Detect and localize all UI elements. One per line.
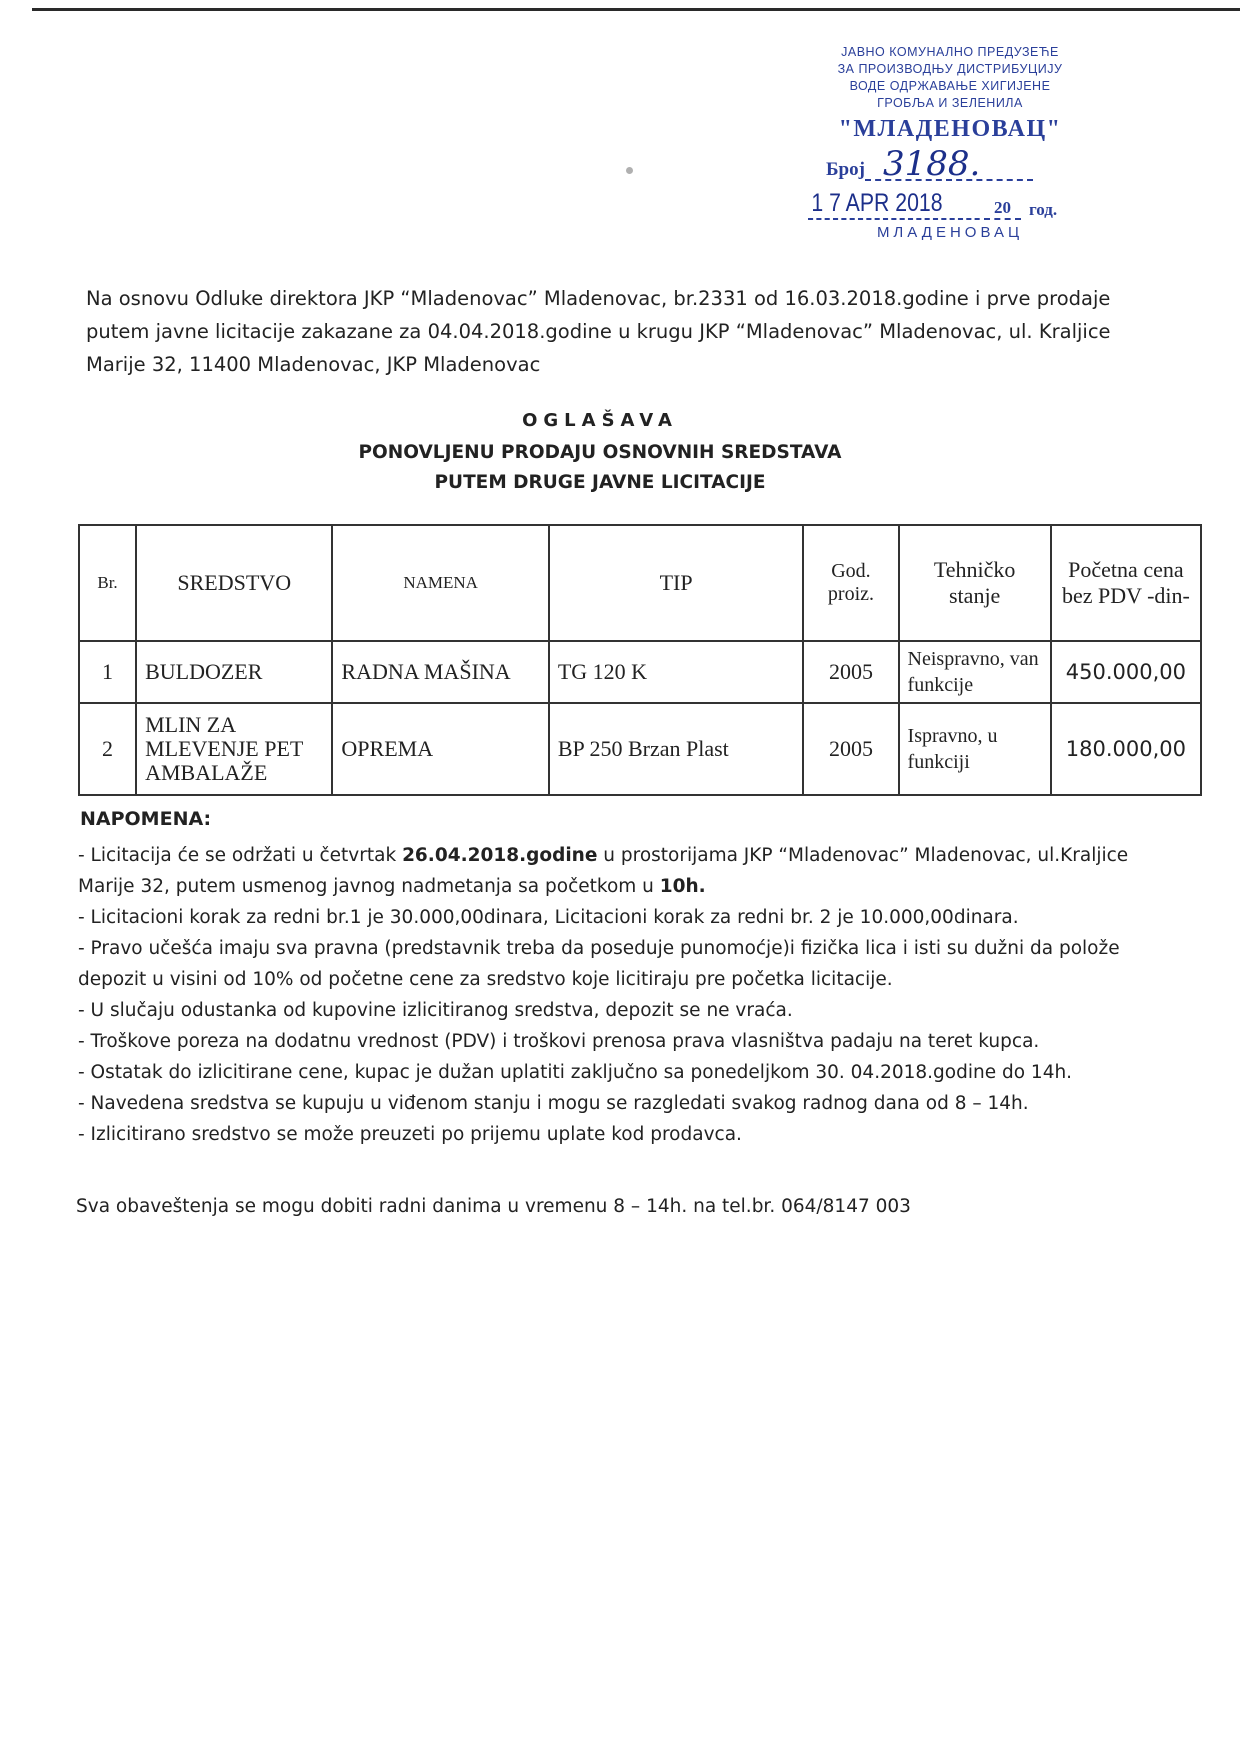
stamp-date-row	[800, 189, 1100, 220]
heading-subtitle-1: PONOVLJENU PRODAJU OSNOVNIH SREDSTAVA	[358, 442, 842, 463]
heading-subtitle-2: PUTEM DRUGE JAVNE LICITACIJE	[434, 472, 766, 493]
napomena-heading: NAPOMENA:	[80, 808, 212, 830]
header-tehnicko: Tehničko stanje	[899, 525, 1051, 641]
intro-paragraph: Na osnovu Odluke direktora JKP “Mladenovac” Mladenovac, br.2331 od 16.03.2018.godine i prve prodaje putem javne licitacije zakazane za 04.04.2018.godine u krugu JKP “Mladenovac” Mladenovac, ul. Kraljice Marije 32, 11400 Mladenovac, JKP Mladenovac	[86, 287, 1111, 376]
table-header-row	[79, 525, 1201, 641]
stamp-line-4: ГРОБЉА И ЗЕЛЕНИЛА	[877, 96, 1023, 110]
cell-br: 1	[79, 641, 136, 703]
table-row	[79, 703, 1201, 795]
stamp-number-label: Број	[826, 159, 865, 180]
table-row	[79, 641, 1201, 703]
note-item: - Navedena sredstva se kupuju u viđenom stanju i mogu se razgledati svakog radnog dana od 8 – 14h.	[78, 1093, 1029, 1114]
note-1-time: 10h.	[659, 876, 706, 897]
cell-tehnicko: Neispravno, van funkcije	[899, 641, 1051, 703]
header-god: God. proiz.	[803, 525, 898, 641]
assets-table	[78, 524, 1202, 796]
stamp-date-value: 1 7 APR 2018	[808, 189, 980, 220]
stamp-line-2: ЗА ПРОИЗВОДЊУ ДИСТРИБУЦИЈУ	[837, 62, 1063, 76]
header-namena: NAMENA	[332, 525, 548, 641]
note-1-text-a: - Licitacija će se održati u četvrtak	[78, 845, 403, 866]
note-1-text-b: u prostorijama JKP “Mladenovac” Mladenovac, ul.Kraljice Marije 32, putem usmenog javnog nadmetanja sa početkom u	[78, 845, 1129, 897]
stamp-line-3: ВОДЕ ОДРЖАВАЊЕ ХИГИЈЕНЕ	[849, 79, 1051, 93]
header-tip: TIP	[549, 525, 804, 641]
cell-sredstvo: MLIN ZA MLEVENJE PET AMBALAŽE	[136, 703, 332, 795]
stamp-number-row	[800, 144, 1100, 184]
stamp-year-label: год.	[1029, 200, 1058, 219]
cell-god: 2005	[803, 703, 898, 795]
note-item	[78, 840, 1158, 902]
cell-tip: BP 250 Brzan Plast	[549, 703, 804, 795]
heading-oglasava: OGLAŠAVA	[522, 410, 678, 431]
cell-br: 2	[79, 703, 136, 795]
cell-namena: OPREMA	[332, 703, 548, 795]
cell-tip: TG 120 K	[549, 641, 804, 703]
note-item: - Izlicitirano sredstvo se može preuzeti po prijemu uplate kod prodavca.	[78, 1124, 742, 1145]
note-1-date: 26.04.2018.godine	[402, 845, 598, 866]
note-item: - Pravo učešća imaju sva pravna (predstavnik treba da poseduje punomoćje)i fizička lica i isti su dužni da polože depozit u visini od 10% od početne cene za sredstvo koje licitiraju pre početka licitacije.	[78, 938, 1120, 990]
cell-sredstvo: BULDOZER	[136, 641, 332, 703]
note-item: - Licitacioni korak za redni br.1 je 30.000,00dinara, Licitacioni korak za redni br. 2 je 10.000,00dinara.	[78, 907, 1019, 928]
cell-namena: RADNA MAŠINA	[332, 641, 548, 703]
header-sredstvo: SREDSTVO	[136, 525, 332, 641]
note-item: - Ostatak do izlicitirane cene, kupac je dužan uplatiti zaključno sa ponedeljkom 30. 04.2018.godine do 14h.	[78, 1062, 1073, 1083]
scan-speck	[626, 167, 633, 174]
note-item: - U slučaju odustanka od kupovine izlicitiranog sredstva, depozit se ne vraća.	[78, 1000, 793, 1021]
stamp-year-prefix: 20	[984, 198, 1021, 220]
stamp-line-1: ЈАВНО КОМУНАЛНО ПРЕДУЗЕЋЕ	[841, 45, 1059, 59]
cell-god: 2005	[803, 641, 898, 703]
header-cena: Početna cena bez PDV -din-	[1051, 525, 1201, 641]
cell-tehnicko: Ispravno, u funkciji	[899, 703, 1051, 795]
scan-top-edge	[32, 8, 1240, 11]
stamp-number-value: 3188.	[865, 149, 1033, 181]
header-br: Br.	[79, 525, 136, 641]
cell-cena: 450.000,00	[1051, 641, 1201, 703]
cell-cena: 180.000,00	[1051, 703, 1201, 795]
notes-list	[78, 840, 1158, 1150]
registry-stamp	[800, 44, 1100, 241]
contact-footer: Sva obaveštenja se mogu dobiti radni danima u vremenu 8 – 14h. na tel.br. 064/8147 003	[76, 1196, 911, 1217]
note-item: - Troškove poreza na dodatnu vrednost (PDV) i troškovi prenosa prava vlasništva padaju na teret kupca.	[78, 1031, 1040, 1052]
stamp-city: МЛАДЕНОВАЦ	[876, 224, 1024, 241]
stamp-company-name: "МЛАДЕНОВАЦ"	[838, 116, 1062, 142]
